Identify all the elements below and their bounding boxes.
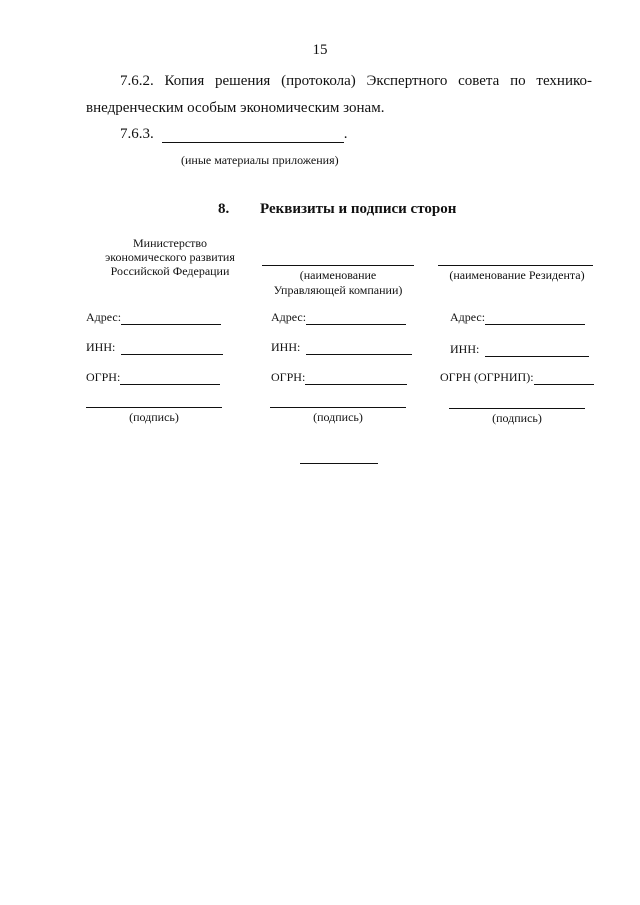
inn-label: ИНН:	[450, 342, 480, 356]
ogrn-label: ОГРН:	[271, 370, 306, 384]
resident-address-field	[450, 310, 585, 325]
item-7-6-3	[120, 126, 348, 143]
item-7-6-3-end: .	[343, 126, 348, 142]
party-ministry-name	[86, 236, 254, 278]
company-address-field	[271, 310, 406, 325]
company-signature-line	[270, 407, 406, 408]
resident-ogrn-field	[440, 370, 594, 385]
party-resident-name-line	[438, 265, 593, 266]
address-label: Адрес:	[271, 310, 307, 324]
ministry-inn-field	[86, 340, 223, 355]
item-7-6-3-number: 7.6.3.	[120, 126, 154, 142]
address-blank	[306, 312, 406, 325]
ministry-ogrn-field	[86, 370, 220, 385]
address-label: Адрес:	[86, 310, 122, 324]
resident-signature-line	[449, 408, 585, 409]
inn-blank	[121, 342, 223, 355]
page-number: 15	[312, 42, 328, 58]
inn-label: ИНН:	[271, 340, 301, 354]
resident-signature-caption: (подпись)	[492, 411, 542, 425]
inn-blank	[306, 342, 412, 355]
party-company-caption-line: (наименование	[299, 268, 377, 282]
ministry-signature-caption: (подпись)	[129, 410, 179, 424]
item-7-6-3-caption: (иные материалы приложения)	[181, 153, 339, 167]
address-label: Адрес:	[450, 310, 486, 324]
closing-separator	[300, 463, 378, 464]
party-resident-caption-line: (наименование Резидента)	[449, 268, 585, 282]
party-ministry-name-line: Российской Федерации	[110, 264, 230, 278]
inn-blank	[485, 344, 589, 357]
resident-inn-field	[450, 342, 589, 357]
ministry-signature-line	[86, 407, 222, 408]
party-company-name-line	[262, 265, 414, 266]
party-resident-caption	[438, 268, 596, 283]
party-ministry-name-line: экономического развития	[105, 250, 235, 264]
company-signature-caption: (подпись)	[313, 410, 363, 424]
address-blank	[485, 312, 585, 325]
inn-label: ИНН:	[86, 340, 116, 354]
item-7-6-2-line1: 7.6.2. Копия решения (протокола) Экспертного совета по технико-	[120, 73, 592, 89]
company-ogrn-field	[271, 370, 407, 385]
party-ministry-name-line: Министерство	[133, 236, 207, 250]
company-inn-field	[271, 340, 412, 355]
section-number: 8.	[218, 201, 230, 217]
ogrn-ogrnip-label: ОГРН (ОГРНИП):	[440, 370, 534, 384]
item-7-6-2-line2: внедренческим особым экономическим зонам.	[86, 100, 385, 116]
ogrn-label: ОГРН:	[86, 370, 121, 384]
ministry-address-field	[86, 310, 221, 325]
ogrn-blank	[305, 372, 407, 385]
ogrn-blank	[534, 372, 594, 385]
address-blank	[121, 312, 221, 325]
ogrn-blank	[120, 372, 220, 385]
item-7-6-3-blank-line	[162, 127, 344, 143]
party-company-caption-line: Управляющей компании)	[273, 283, 403, 297]
party-company-caption	[258, 268, 418, 298]
section-title: Реквизиты и подписи сторон	[260, 201, 457, 217]
